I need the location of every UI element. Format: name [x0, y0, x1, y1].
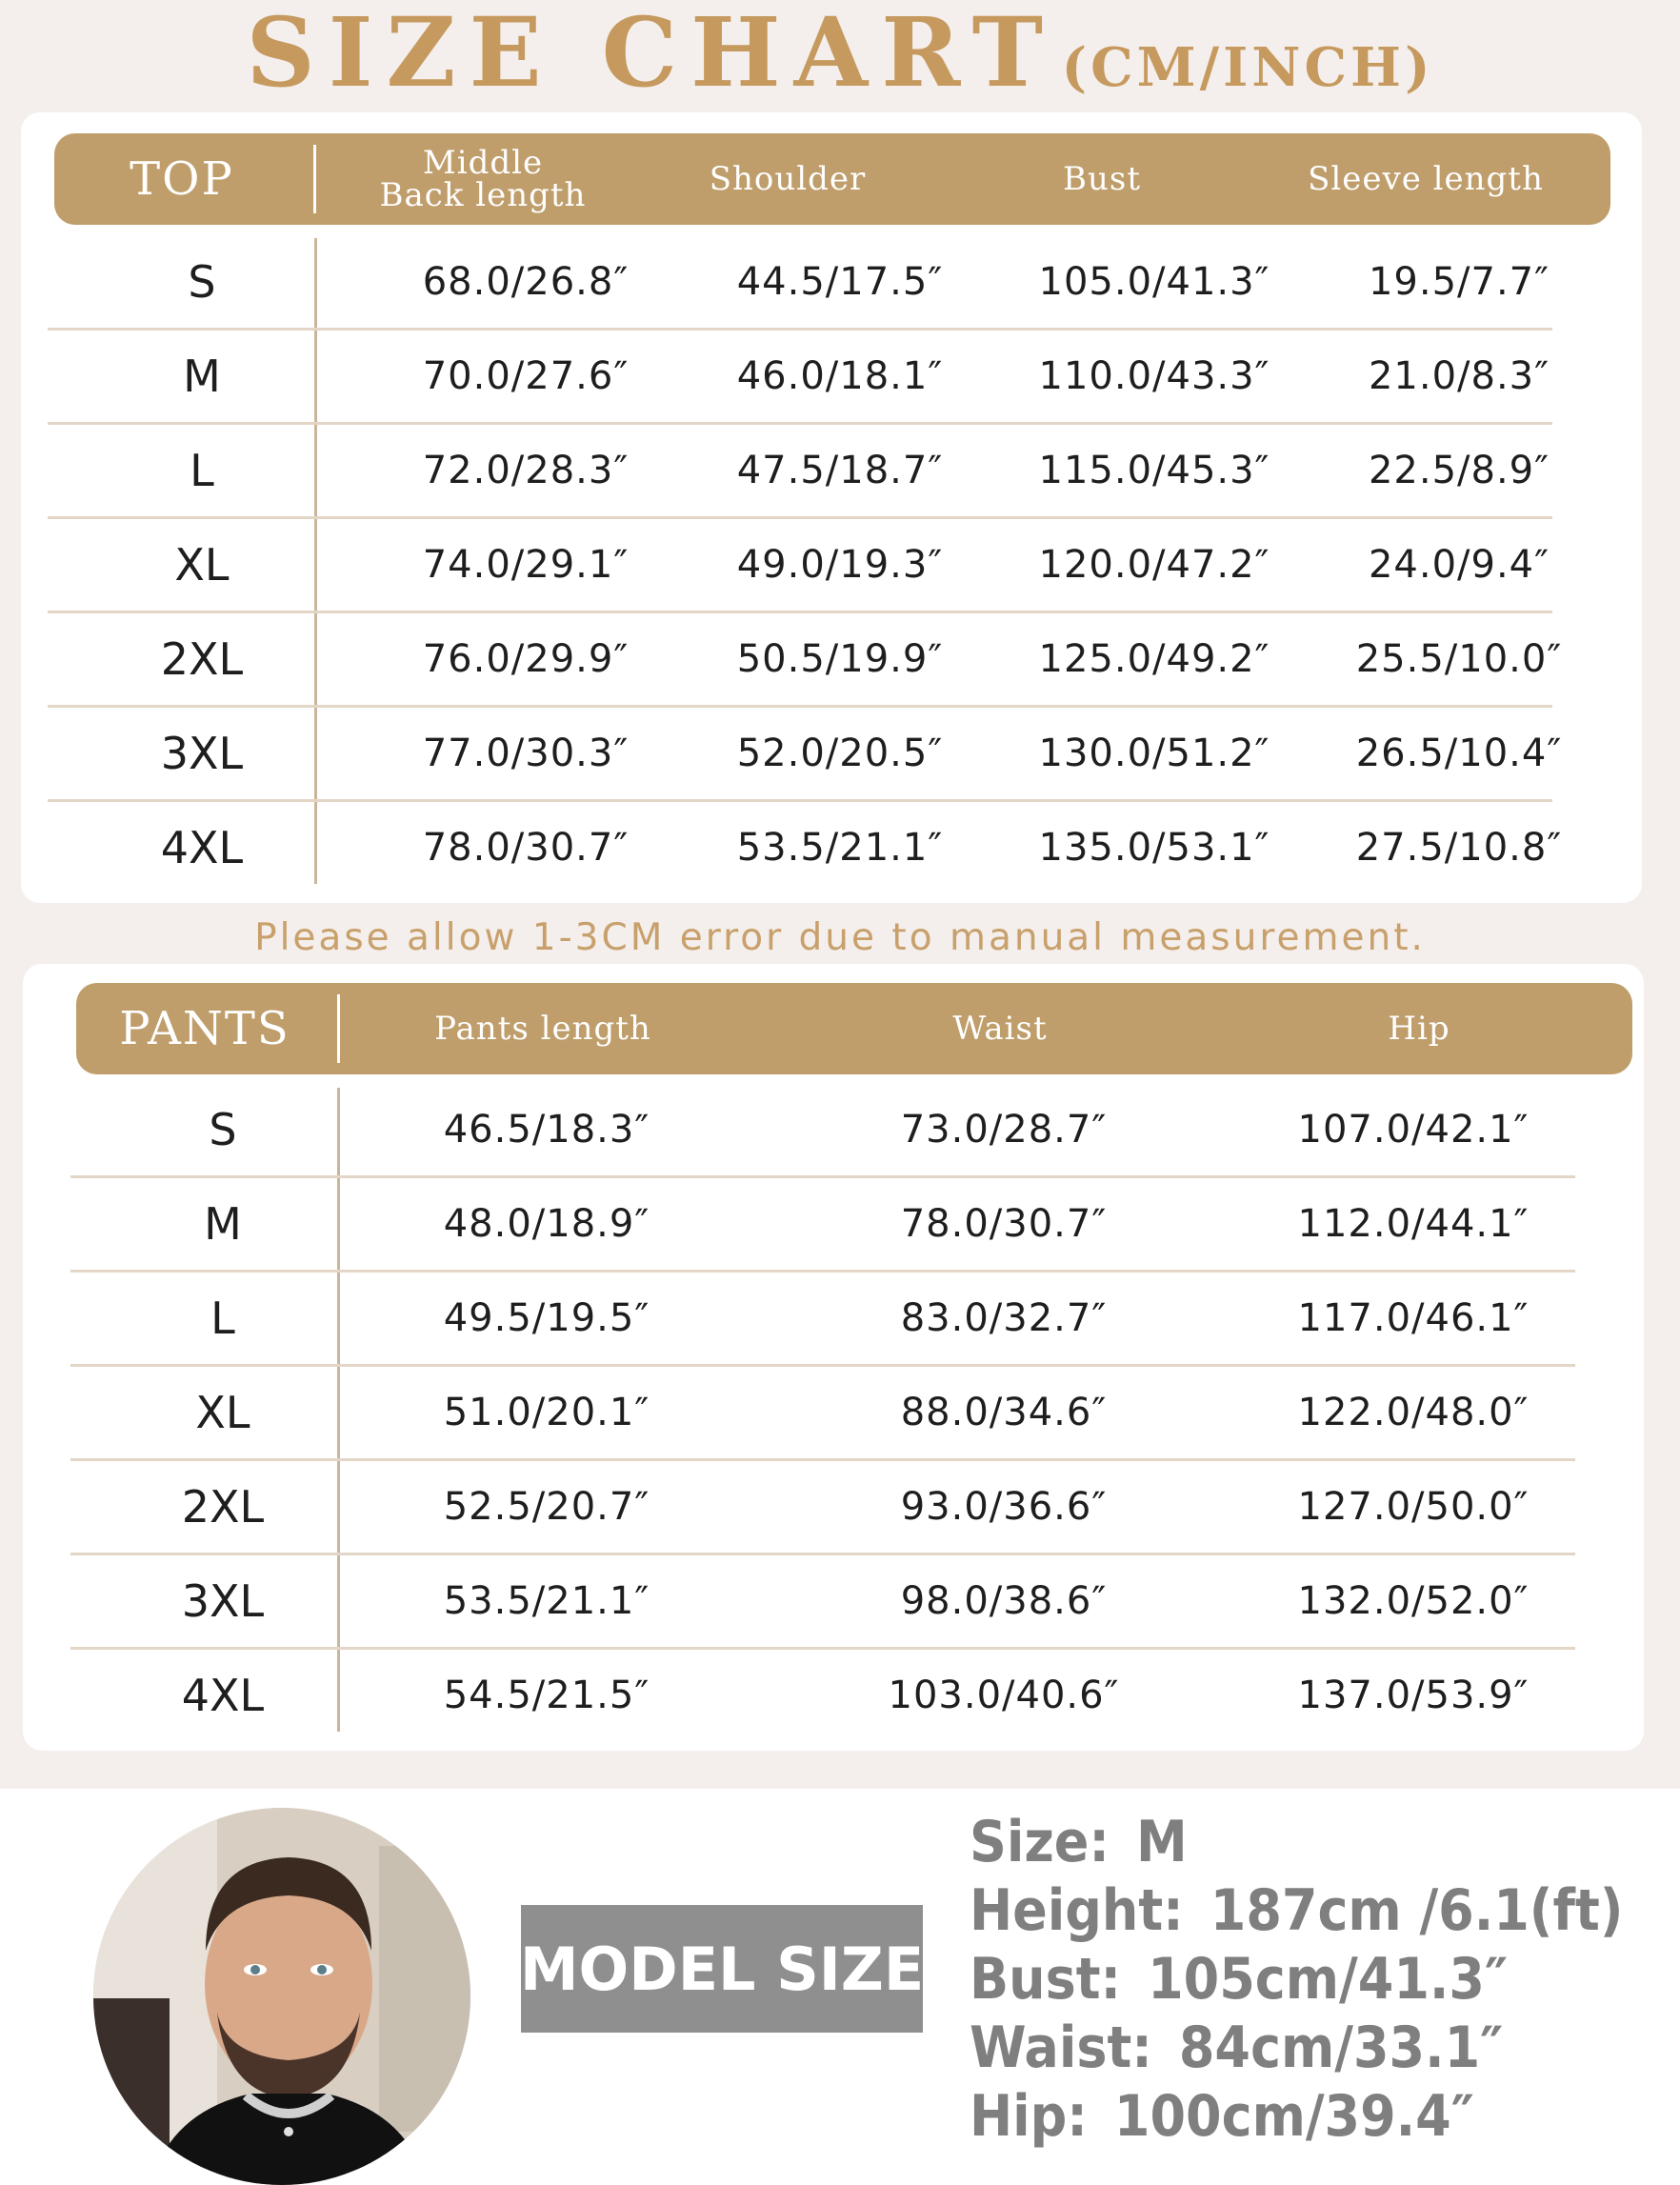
top-table-header [54, 133, 1610, 225]
value-cell: 21.0/8.3″ [1368, 353, 1550, 398]
spec-value: M [1135, 1809, 1188, 1875]
header-shoulder: Shoulder [709, 160, 867, 198]
value-cell: 19.5/7.7″ [1368, 259, 1550, 304]
spec-bust [970, 1945, 1674, 2014]
size-cell: 3XL [160, 727, 244, 779]
table-row [21, 800, 1642, 894]
value-cell: 25.5/10.0″ [1355, 636, 1563, 681]
value-cell: 68.0/26.8″ [422, 259, 630, 304]
header-waist: Waist [952, 1010, 1048, 1048]
value-cell: 53.5/21.1″ [443, 1578, 650, 1623]
value-cell: 103.0/40.6″ [888, 1673, 1120, 1717]
value-cell: 110.0/43.3″ [1038, 353, 1270, 398]
pants-table-card [23, 964, 1644, 1751]
table-row [21, 329, 1642, 423]
model-specs [970, 1808, 1674, 2151]
value-cell: 122.0/48.0″ [1297, 1390, 1530, 1434]
value-cell: 50.5/19.9″ [736, 636, 944, 681]
value-cell: 117.0/46.1″ [1297, 1295, 1530, 1340]
header-divider [313, 145, 316, 213]
value-cell: 130.0/51.2″ [1038, 731, 1270, 775]
size-cell: L [210, 1292, 235, 1344]
value-cell: 107.0/42.1″ [1297, 1107, 1530, 1152]
header-middle-back-length: Middle Back length [379, 144, 587, 214]
size-cell: L [190, 444, 214, 496]
value-cell: 127.0/50.0″ [1297, 1484, 1530, 1529]
value-cell: 52.5/20.7″ [443, 1484, 650, 1529]
value-cell: 46.5/18.3″ [443, 1107, 650, 1152]
size-cell: 2XL [160, 632, 244, 685]
spec-height [970, 1876, 1674, 1945]
table-row [23, 1648, 1644, 1742]
table-row [21, 706, 1642, 800]
value-cell: 78.0/30.7″ [422, 825, 630, 870]
value-cell: 48.0/18.9″ [443, 1201, 650, 1246]
value-cell: 22.5/8.9″ [1368, 448, 1550, 492]
header-pants-length: Pants length [434, 1010, 651, 1048]
spec-value: 187cm /6.1(ft) [1210, 1877, 1624, 1944]
spec-label: Bust: [970, 1946, 1122, 2013]
header-bust: Bust [1063, 160, 1141, 198]
value-cell: 83.0/32.7″ [900, 1295, 1108, 1340]
value-cell: 93.0/36.6″ [900, 1484, 1108, 1529]
header-hip: Hip [1388, 1010, 1450, 1048]
value-cell: 88.0/34.6″ [900, 1390, 1108, 1434]
value-cell: 44.5/17.5″ [736, 259, 944, 304]
spec-label: Hip: [970, 2083, 1088, 2150]
size-cell: 3XL [181, 1574, 265, 1627]
size-cell: S [209, 1103, 237, 1155]
value-cell: 46.0/18.1″ [736, 353, 944, 398]
value-cell: 72.0/28.3″ [422, 448, 630, 492]
size-cell: M [204, 1197, 242, 1250]
header-pants: PANTS [119, 1002, 290, 1055]
measurement-note: Please allow 1-3CM error due to manual measurement. [254, 916, 1426, 959]
value-cell: 98.0/38.6″ [900, 1578, 1108, 1623]
table-row [21, 611, 1642, 706]
header-divider [337, 994, 340, 1063]
spec-waist [970, 2014, 1674, 2082]
title-unit: (CM/INCH) [1061, 36, 1434, 99]
value-cell: 26.5/10.4″ [1355, 731, 1563, 775]
table-row [23, 1459, 1644, 1554]
spec-label: Height: [970, 1877, 1184, 1944]
value-cell: 51.0/20.1″ [443, 1390, 650, 1434]
table-row [23, 1082, 1644, 1176]
title-main: SIZE CHART [246, 0, 1056, 109]
spec-label: Size: [970, 1809, 1110, 1875]
value-cell: 132.0/52.0″ [1297, 1578, 1530, 1623]
table-row [23, 1365, 1644, 1459]
value-cell: 77.0/30.3″ [422, 731, 630, 775]
size-cell: 2XL [181, 1480, 265, 1533]
value-cell: 74.0/29.1″ [422, 542, 630, 587]
model-portrait-icon [93, 1808, 470, 2185]
model-section [0, 1789, 1680, 2185]
value-cell: 135.0/53.1″ [1038, 825, 1270, 870]
size-cell: S [188, 255, 216, 308]
value-cell: 78.0/30.7″ [900, 1201, 1108, 1246]
value-cell: 49.5/19.5″ [443, 1295, 650, 1340]
top-table-card [21, 112, 1642, 903]
spec-hip [970, 2082, 1674, 2151]
size-cell: XL [195, 1386, 250, 1438]
value-cell: 53.5/21.1″ [736, 825, 944, 870]
value-cell: 105.0/41.3″ [1038, 259, 1270, 304]
value-cell: 120.0/47.2″ [1038, 542, 1270, 587]
header-top: TOP [130, 152, 234, 206]
size-cell: 4XL [160, 821, 244, 873]
header-sleeve-length: Sleeve length [1308, 160, 1544, 198]
spec-value: 84cm/33.1″ [1178, 2015, 1504, 2081]
table-row [23, 1176, 1644, 1271]
value-cell: 125.0/49.2″ [1038, 636, 1270, 681]
size-cell: XL [174, 538, 230, 591]
pants-table-header [76, 983, 1632, 1074]
value-cell: 115.0/45.3″ [1038, 448, 1270, 492]
spec-value: 100cm/39.4″ [1113, 2083, 1474, 2150]
model-photo [93, 1808, 470, 2185]
table-row [21, 423, 1642, 517]
value-cell: 112.0/44.1″ [1297, 1201, 1530, 1246]
size-chart-title [0, 0, 1680, 109]
spec-value: 105cm/41.3″ [1148, 1946, 1509, 2013]
value-cell: 137.0/53.9″ [1297, 1673, 1530, 1717]
model-size-badge: MODEL SIZE [521, 1905, 923, 2033]
value-cell: 54.5/21.5″ [443, 1673, 650, 1717]
value-cell: 73.0/28.7″ [900, 1107, 1108, 1152]
table-row [21, 517, 1642, 611]
value-cell: 76.0/29.9″ [422, 636, 630, 681]
spec-size [970, 1808, 1674, 1876]
size-cell: M [183, 350, 221, 402]
table-row [23, 1271, 1644, 1365]
spec-label: Waist: [970, 2015, 1152, 2081]
value-cell: 49.0/19.3″ [736, 542, 944, 587]
value-cell: 52.0/20.5″ [736, 731, 944, 775]
table-row [23, 1554, 1644, 1648]
size-cell: 4XL [181, 1669, 265, 1721]
value-cell: 70.0/27.6″ [422, 353, 630, 398]
table-row [21, 234, 1642, 329]
value-cell: 47.5/18.7″ [736, 448, 944, 492]
value-cell: 27.5/10.8″ [1355, 825, 1563, 870]
value-cell: 24.0/9.4″ [1368, 542, 1550, 587]
